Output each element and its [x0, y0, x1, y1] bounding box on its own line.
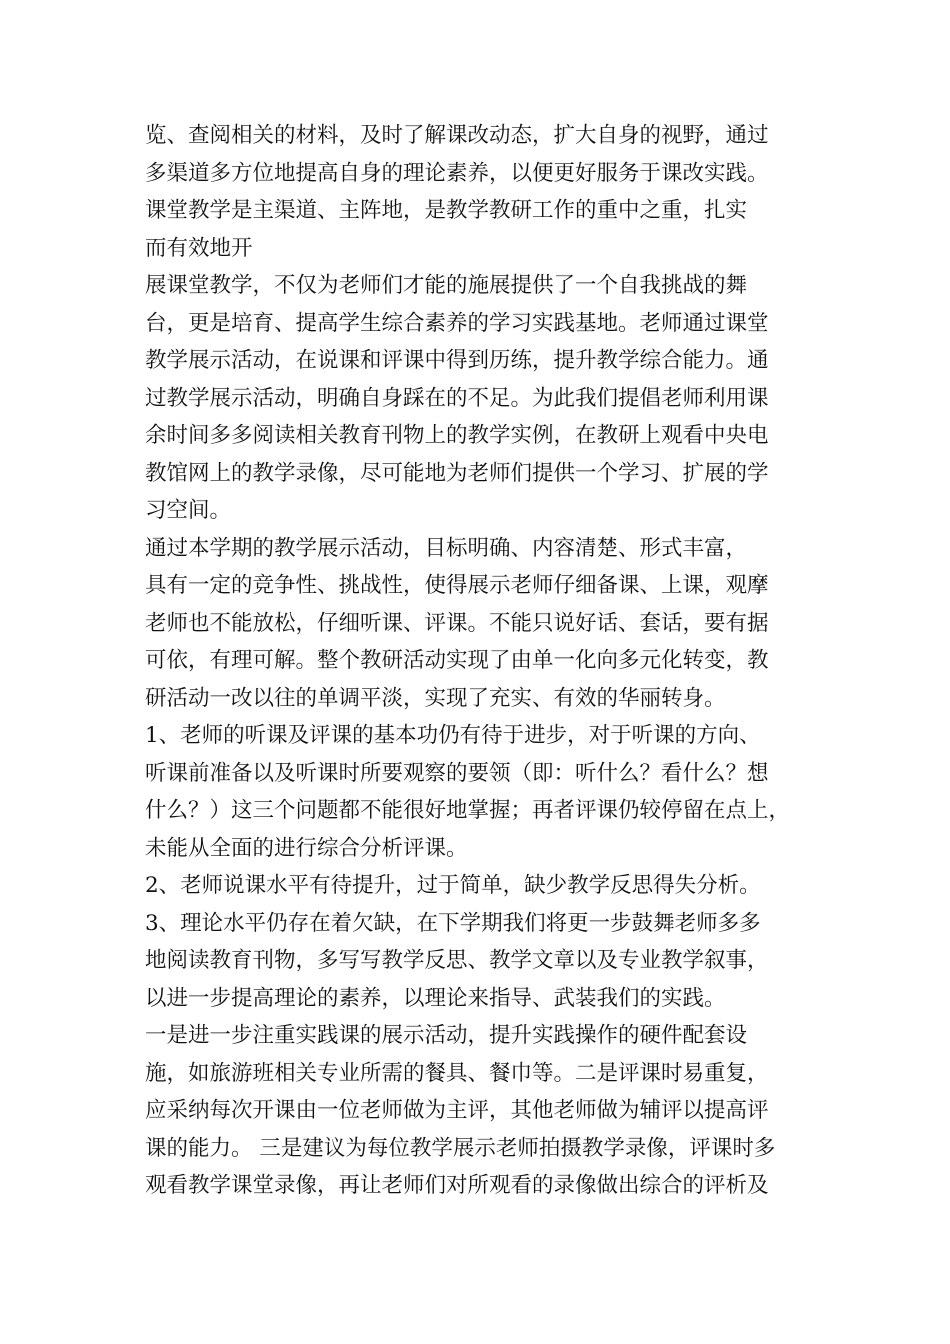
text-line: 以进一步提高理论的素养，以理论来指导、武装我们的实践。 [145, 985, 726, 1011]
text-line: 老师也不能放松，仔细听课、评课。不能只说好话、套话，要有据 [145, 610, 769, 636]
text-line: 课堂教学是主渠道、主阵地，是教学教研工作的重中之重，扎实 [145, 198, 748, 223]
text-line: 课的能力。 三是建议为每位教学展示老师拍摄教学录像，评课时多 [145, 1135, 776, 1161]
text-line: 余时间多多阅读相关教育刊物上的教学实例，在教研上观看中央电 [145, 423, 769, 448]
text-line: 而有效地开 [145, 235, 253, 261]
text-line: 多渠道多方位地提高自身的理论素养，以便更好服务于课改实践。 [145, 160, 769, 186]
text-line: 3、理论水平仍存在着欠缺，在下学期我们将更一步鼓舞老师多多 [145, 910, 761, 936]
text-line: 一是进一步注重实践课的展示活动，提升实践操作的硬件配套设 [145, 1023, 748, 1048]
text-line: 展课堂教学，不仅为老师们才能的施展提供了一个自我挑战的舞 [145, 273, 748, 298]
text-line: 习空间。 [145, 498, 232, 523]
text-line: 1、老师的听课及评课的基本功仍有待于进步，对于听课的方向、 [145, 723, 761, 748]
text-line: 教学展示活动，在说课和评课中得到历练，提升教学综合能力。通 [145, 348, 769, 373]
text-line: 观看教学课堂录像，再让老师们对所观看的录像做出综合的评析及 [145, 1173, 769, 1198]
text-line: 可依，有理可解。整个教研活动实现了由单一化向多元化转变，教 [145, 648, 769, 673]
text-line: 地阅读教育刊物，多写写教学反思、教学文章以及专业教学叙事， [145, 948, 769, 973]
text-line: 教馆网上的教学录像，尽可能地为老师们提供一个学习、扩展的学 [145, 460, 769, 486]
body-text [145, 117, 817, 1205]
text-line: 具有一定的竞争性、挑战性，使得展示老师仔细备课、上课，观摩 [145, 573, 769, 598]
text-line: 台，更是培育、提高学生综合素养的学习实践基地。老师通过课堂 [145, 310, 769, 336]
text-line: 听课前准备以及听课时所要观察的要领（即：听什么？看什么？想 [145, 760, 769, 786]
text-line: 通过本学期的教学展示活动，目标明确、内容清楚、形式丰富， [145, 535, 748, 561]
text-line: 施，如旅游班相关专业所需的餐具、餐巾等。二是评课时易重复， [145, 1060, 769, 1086]
text-line: 过教学展示活动，明确自身踩在的不足。为此我们提倡老师利用课 [145, 385, 769, 411]
text-line: 览、查阅相关的材料，及时了解课改动态，扩大自身的视野，通过 [145, 123, 769, 148]
text-line: 研活动一改以往的单调平淡，实现了充实、有效的华丽转身。 [145, 685, 726, 711]
text-line: 什么？）这三个问题都不能很好地掌握；再者评课仍较停留在点上， [145, 798, 791, 823]
text-line: 2、老师说课水平有待提升，过于简单，缺少教学反思得失分析。 [145, 873, 761, 898]
text-line: 未能从全面的进行综合分析评课。 [145, 835, 468, 861]
text-line: 应采纳每次开课由一位老师做为主评，其他老师做为辅评以提高评 [145, 1098, 769, 1123]
